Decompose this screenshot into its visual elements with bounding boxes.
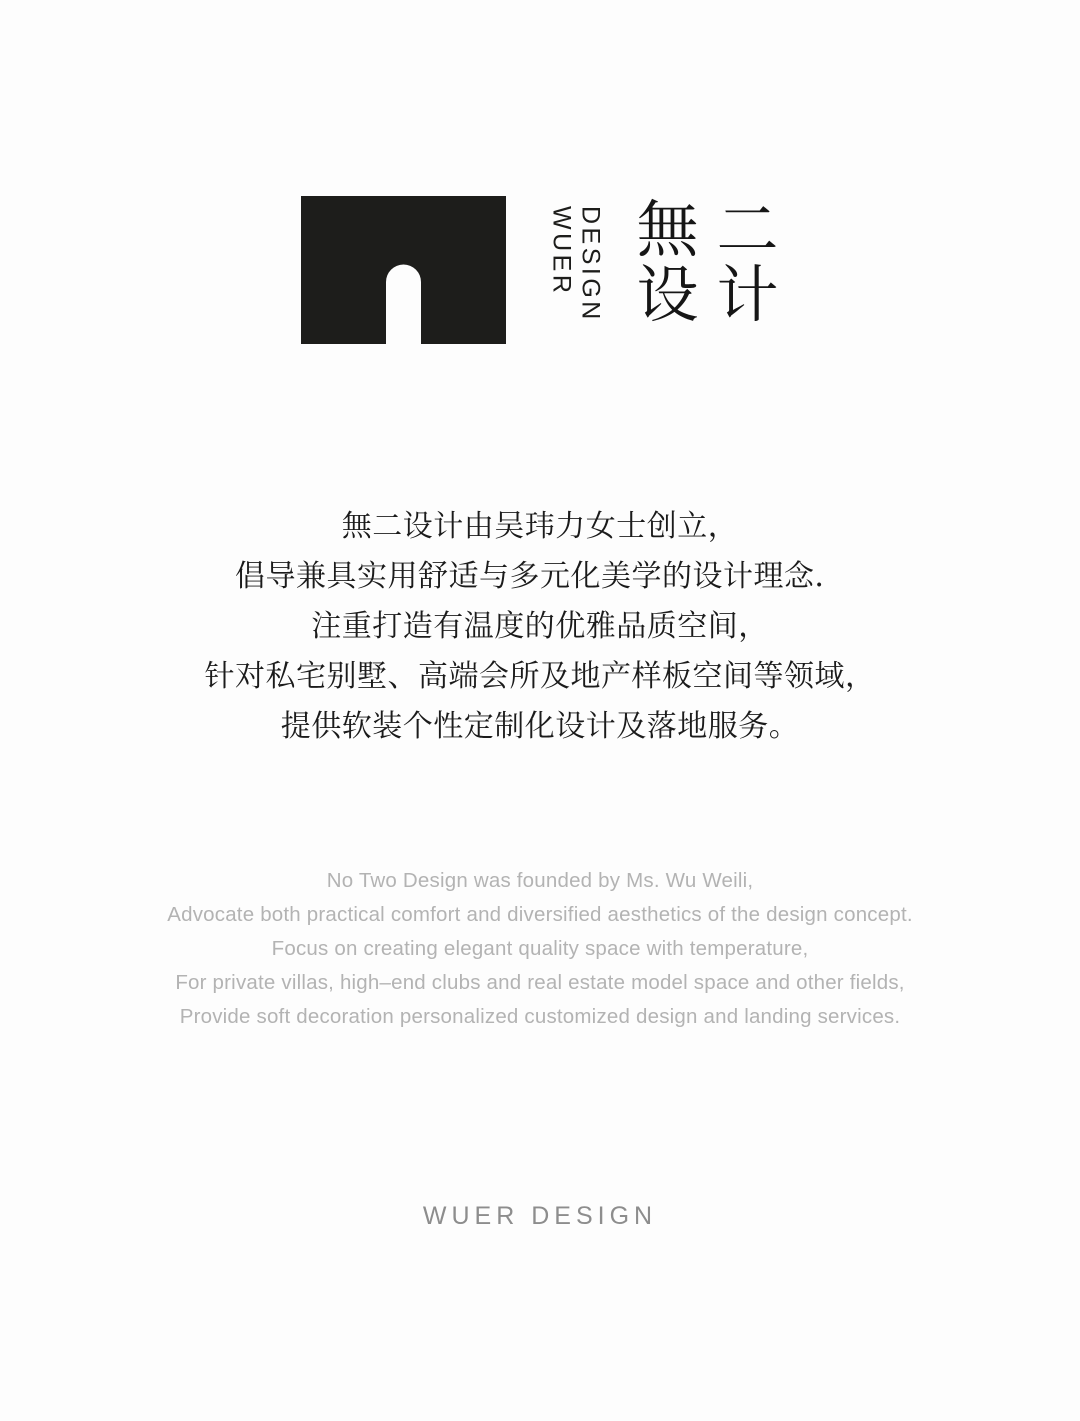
logo-char-4: 计 <box>716 261 779 331</box>
logo-vertical-design: DESIGN <box>576 206 605 323</box>
english-intro-line: No Two Design was founded by Ms. Wu Weili, <box>326 869 754 892</box>
logo-chinese-name <box>636 196 779 331</box>
brand-logo <box>0 196 1080 344</box>
chinese-intro-line: 提供软装个性定制化设计及落地服务。 <box>280 710 800 743</box>
wuer-monogram-icon <box>301 196 506 344</box>
chinese-intro-line: 倡导兼具实用舒适与多元化美学的设计理念． <box>235 560 845 593</box>
logo-char-2: 二 <box>716 196 779 265</box>
logo-vertical-text <box>547 206 605 336</box>
chinese-intro-paragraph <box>205 502 876 752</box>
logo-char-1: 無 <box>636 196 699 265</box>
english-intro-line: Provide soft decoration personalized customized design and landing services. <box>179 1005 901 1028</box>
footer-wordmark: WUER DESIGN <box>422 1202 658 1230</box>
english-intro-paragraph <box>167 864 913 1034</box>
chinese-intro-line: 注重打造有温度的优雅品质空间， <box>311 610 769 643</box>
english-intro-line: Advocate both practical comfort and diversified aesthetics of the design concept. <box>167 903 913 926</box>
chinese-intro-line: 针对私宅别墅、高端会所及地产样板空间等领域， <box>204 660 876 693</box>
english-intro-line: For private villas, high–end clubs and real estate model space and other fields, <box>175 971 905 994</box>
logo-char-3: 设 <box>636 261 699 331</box>
logo-vertical-wuer: WUER <box>547 206 576 297</box>
english-intro-line: Focus on creating elegant quality space with temperature, <box>271 937 809 960</box>
chinese-intro-line: 無二设计由吴玮力女士创立， <box>341 510 739 543</box>
